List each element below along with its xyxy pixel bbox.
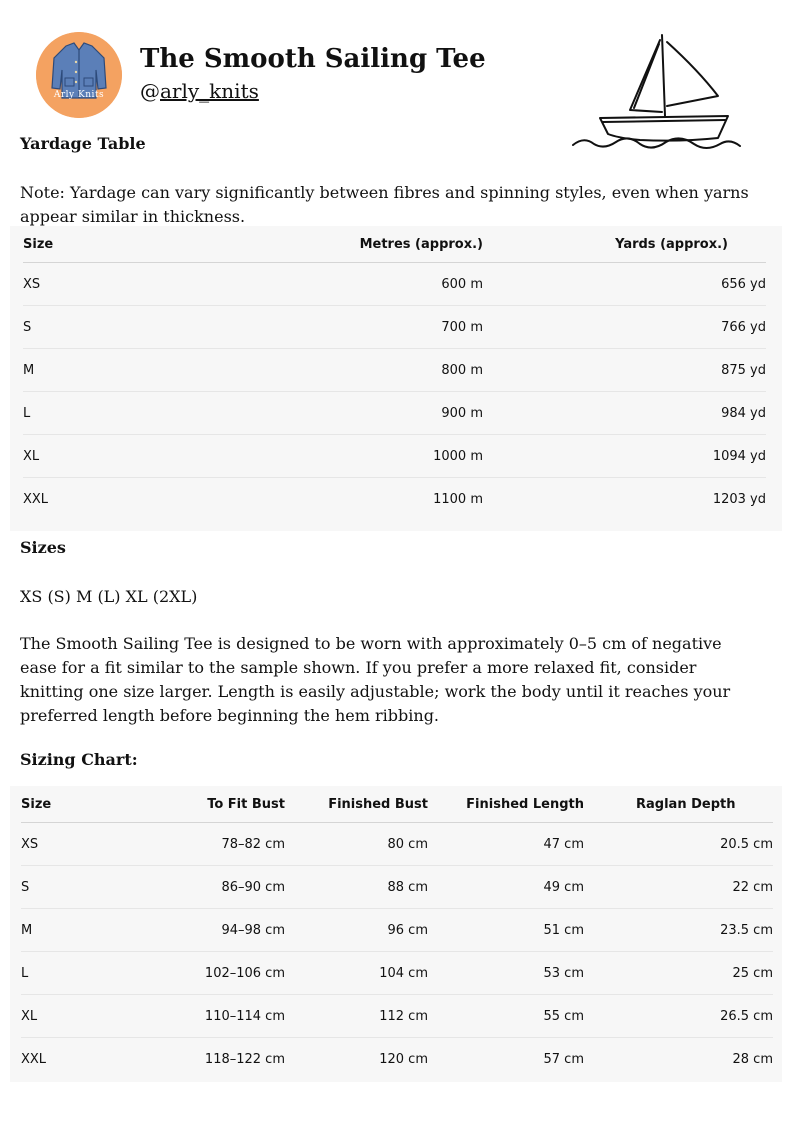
table-cell: 94–98 cm bbox=[161, 909, 285, 952]
table-header-row bbox=[21, 786, 773, 823]
table-cell: XS bbox=[21, 823, 161, 866]
logo-text: Arly Knits bbox=[53, 90, 105, 100]
table-cell: 104 cm bbox=[285, 952, 428, 995]
table-cell: XXL bbox=[23, 491, 49, 507]
table-cell: 57 cm bbox=[543, 1051, 584, 1067]
table-cell: 1100 m bbox=[433, 491, 483, 507]
table-cell: 23.5 cm bbox=[584, 909, 773, 952]
table-cell: 1203 yd bbox=[712, 491, 766, 507]
table-row bbox=[23, 392, 766, 435]
table-row bbox=[23, 435, 766, 478]
table-cell: 800 m bbox=[223, 349, 483, 392]
table-cell: M bbox=[21, 909, 161, 952]
table-cell: S bbox=[21, 866, 161, 909]
column-header: Finished Length bbox=[428, 786, 584, 823]
column-header: Yards (approx.) bbox=[483, 226, 766, 263]
table-cell: L bbox=[23, 392, 223, 435]
table-cell: 25 cm bbox=[584, 952, 773, 995]
table-cell: XL bbox=[21, 995, 161, 1038]
yardage-table-container bbox=[10, 226, 782, 531]
table-cell: M bbox=[23, 349, 223, 392]
table-cell: 118–122 cm bbox=[204, 1051, 285, 1067]
table-cell: 55 cm bbox=[428, 995, 584, 1038]
table-cell: 112 cm bbox=[285, 995, 428, 1038]
sizing-chart-heading: Sizing Chart: bbox=[20, 750, 138, 769]
handle-prefix: @ bbox=[140, 79, 160, 103]
table-cell: L bbox=[21, 952, 161, 995]
table-cell: 600 m bbox=[223, 263, 483, 306]
page-title: The Smooth Sailing Tee bbox=[140, 44, 486, 74]
table-cell: 88 cm bbox=[285, 866, 428, 909]
column-header: Metres (approx.) bbox=[223, 226, 483, 263]
table-cell: XL bbox=[23, 435, 223, 478]
column-header: To Fit Bust bbox=[161, 786, 285, 823]
table-cell: 656 yd bbox=[483, 263, 766, 306]
sizes-description: The Smooth Sailing Tee is designed to be worn with approximately 0–5 cm of negative ease for a fit similar to the sample shown. If you prefer a more relaxed fit, consider knitting one size larger. Length is easily adjustable; work the body until it reaches your preferred length before beginning the hem ribbing. bbox=[20, 634, 731, 725]
table-cell: 49 cm bbox=[428, 866, 584, 909]
table-cell: 53 cm bbox=[428, 952, 584, 995]
column-header: Finished Bust bbox=[285, 786, 428, 823]
cardigan-logo-icon bbox=[36, 32, 122, 118]
table-cell: XXL bbox=[21, 1051, 47, 1067]
sailboat-icon bbox=[570, 30, 745, 155]
table-row bbox=[23, 349, 766, 392]
handle-link[interactable]: arly_knits bbox=[160, 79, 259, 103]
table-row bbox=[21, 823, 773, 866]
table-cell: 102–106 cm bbox=[161, 952, 285, 995]
table-row bbox=[21, 866, 773, 909]
table-cell: 86–90 cm bbox=[161, 866, 285, 909]
brand-logo bbox=[36, 32, 122, 118]
table-cell: 28 cm bbox=[732, 1051, 773, 1067]
sizing-table-container bbox=[10, 786, 782, 1082]
table-cell: 900 m bbox=[223, 392, 483, 435]
instagram-handle[interactable] bbox=[140, 79, 259, 103]
table-cell: S bbox=[23, 306, 223, 349]
table-row bbox=[21, 1038, 773, 1081]
table-cell: 22 cm bbox=[584, 866, 773, 909]
table-row bbox=[23, 478, 766, 521]
table-row bbox=[21, 952, 773, 995]
table-cell: 700 m bbox=[223, 306, 483, 349]
table-cell: XS bbox=[23, 263, 223, 306]
table-cell: 80 cm bbox=[285, 823, 428, 866]
column-header: Size bbox=[21, 786, 161, 823]
table-cell: 110–114 cm bbox=[161, 995, 285, 1038]
table-row bbox=[23, 306, 766, 349]
sizes-heading: Sizes bbox=[20, 538, 66, 557]
table-cell: 984 yd bbox=[483, 392, 766, 435]
yardage-heading: Yardage Table bbox=[20, 134, 146, 153]
table-cell: 96 cm bbox=[285, 909, 428, 952]
table-cell: 51 cm bbox=[428, 909, 584, 952]
sizes-list: XS (S) M (L) XL (2XL) bbox=[20, 587, 198, 606]
column-header: Size bbox=[23, 226, 223, 263]
table-row bbox=[21, 909, 773, 952]
table-cell: 26.5 cm bbox=[584, 995, 773, 1038]
table-row bbox=[23, 263, 766, 306]
table-cell: 120 cm bbox=[379, 1051, 428, 1067]
table-cell: 20.5 cm bbox=[584, 823, 773, 866]
table-header-row bbox=[23, 226, 766, 263]
table-cell: 1094 yd bbox=[483, 435, 766, 478]
table-cell: 1000 m bbox=[223, 435, 483, 478]
table-cell: 875 yd bbox=[483, 349, 766, 392]
table-cell: 766 yd bbox=[483, 306, 766, 349]
table-cell: 47 cm bbox=[428, 823, 584, 866]
sizing-table bbox=[21, 786, 773, 1080]
column-header: Raglan Depth bbox=[584, 786, 773, 823]
yardage-table bbox=[23, 226, 766, 520]
yardage-note: Note: Yardage can vary significantly between fibres and spinning styles, even when yarns appear similar in thickness. bbox=[20, 183, 749, 226]
table-row bbox=[21, 995, 773, 1038]
table-cell: 78–82 cm bbox=[161, 823, 285, 866]
